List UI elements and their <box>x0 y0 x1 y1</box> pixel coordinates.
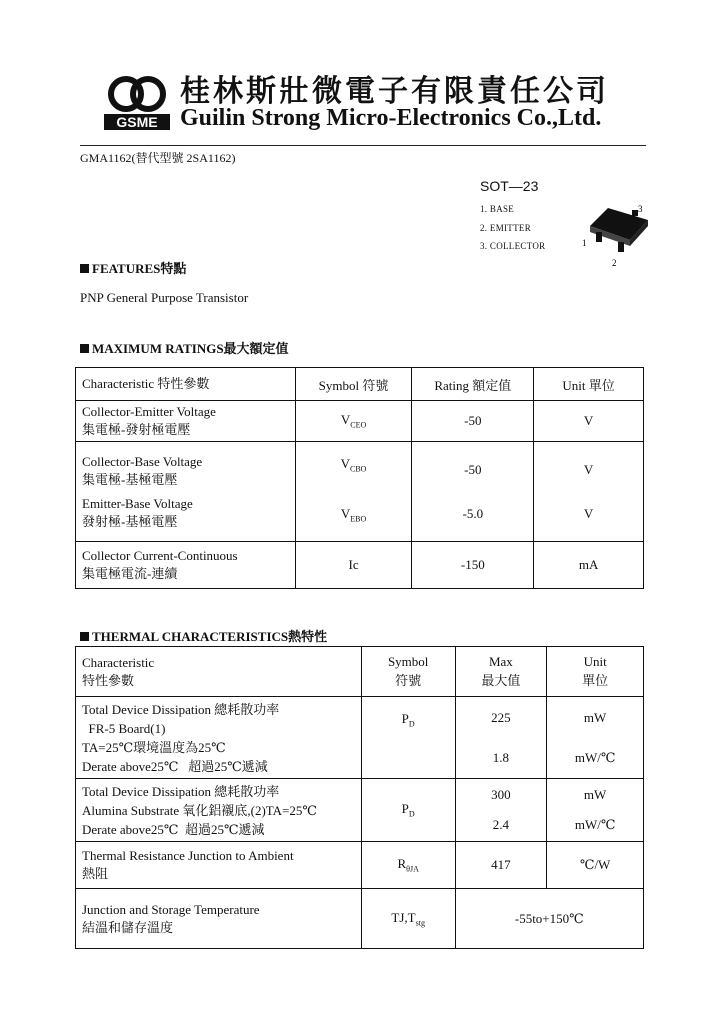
unit-cell: ℃/W <box>547 842 644 889</box>
symbol-cell: $R_{\theta JA}$ <box>361 842 455 889</box>
characteristic-line: 結溫和儲存溫度 <box>82 919 174 935</box>
header-unit-en: Unit <box>583 654 607 669</box>
characteristic-line: Total Device Dissipation 總耗散功率 <box>82 783 280 799</box>
logo-text: GSME <box>116 114 158 130</box>
max-ratings-heading: MAXIMUM RATINGS最大額定值 <box>80 338 289 357</box>
symbol-cell: $TJ,T_{stg}$ <box>361 889 455 949</box>
table-header-row <box>76 647 644 697</box>
features-description: PNP General Purpose Transistor <box>80 290 249 305</box>
bullet-square-icon <box>80 344 89 353</box>
header-unit: Unit 單位 <box>534 368 644 401</box>
characteristic-cn: 集電極-發射極電壓 <box>82 422 191 437</box>
characteristic-line: Junction and Storage Temperature <box>82 901 260 917</box>
features-heading: FEATURES特點 <box>80 258 186 277</box>
company-name-chinese: 桂林斯壯微電子有限責任公司 <box>180 75 609 108</box>
characteristic-en: Collector-Base Voltage <box>82 453 203 469</box>
characteristic-line: FR-5 Board(1) <box>82 720 166 736</box>
symbol-cell: Ic <box>295 542 412 589</box>
table-row <box>76 401 644 442</box>
temperature-range-cell: -55to+150℃ <box>455 889 643 949</box>
characteristic-cn: 集電極-基極電壓 <box>82 471 178 487</box>
characteristic-line: Derate above25℃ 超過25℃遞減 <box>82 758 268 774</box>
symbol-cell: $V_{CEO}$ <box>295 401 412 442</box>
pin-1-label: 1. BASE <box>480 204 515 214</box>
characteristic-en: Collector-Emitter Voltage <box>82 404 216 419</box>
header-characteristic-cn: 特性參數 <box>82 672 135 688</box>
table-row <box>76 697 644 779</box>
table-row <box>76 889 644 949</box>
sot23-package-icon <box>578 200 652 272</box>
rating-cell: -150 <box>412 542 534 589</box>
table-row <box>76 779 644 842</box>
header-characteristic: Characteristic 特性參數 <box>82 376 210 391</box>
characteristic-cn: 集電極電流-連續 <box>82 566 178 582</box>
unit-cell: mW mW/℃ <box>547 779 644 842</box>
header-characteristic-en: Characteristic <box>82 654 155 670</box>
thermal-heading: THERMAL CHARACTERISTICS熱特性 <box>80 626 327 645</box>
bullet-square-icon <box>80 264 89 273</box>
bullet-square-icon <box>80 632 89 641</box>
header-divider <box>80 145 646 146</box>
company-logo <box>104 72 170 132</box>
part-number: GMA1162(替代型號 2SA1162) <box>80 151 236 165</box>
symbol-cell: $P_D$ <box>361 697 455 779</box>
header-rating: Rating 額定值 <box>412 368 534 401</box>
characteristic-line: Derate above25℃ 超過25℃遞減 <box>82 821 265 837</box>
pin-2-label: 2. EMITTER <box>480 223 531 233</box>
max-cell: 417 <box>455 842 547 889</box>
table-row <box>76 542 644 589</box>
max-cell: 300 2.4 <box>455 779 547 842</box>
unit-cell: mW mW/℃ <box>547 697 644 779</box>
symbol-cell: $P_D$ <box>361 779 455 842</box>
characteristic-line: Thermal Resistance Junction to Ambient <box>82 848 294 863</box>
table-header-row <box>76 368 644 401</box>
thermal-table <box>75 646 644 949</box>
characteristic-line: 熱阻 <box>82 866 109 881</box>
unit-cell: V V <box>534 442 644 542</box>
header-unit-cn: 單位 <box>582 673 609 688</box>
characteristic-line: TA=25℃環境溫度為25℃ <box>82 739 226 755</box>
pin-number-3: 3 <box>638 204 643 214</box>
unit-cell: V <box>534 401 644 442</box>
rating-cell: -50 <box>412 401 534 442</box>
unit-cell: mA <box>534 542 644 589</box>
pin-3-label: 3. COLLECTOR <box>480 241 546 251</box>
package-name: SOT—23 <box>480 178 539 194</box>
table-row <box>76 842 644 889</box>
header-symbol: Symbol 符號 <box>295 368 412 401</box>
characteristic-cn: 發射極-基極電壓 <box>82 513 178 529</box>
header-max-cn: 最大值 <box>481 673 521 688</box>
rating-cell: -50 -5.0 <box>412 442 534 542</box>
symbol-cell: $V_{CBO}$ $V_{EBO}$ <box>295 442 412 542</box>
header-symbol-en: Symbol <box>387 654 429 669</box>
characteristic-line: Alumina Substrate 氧化鋁襯底,(2)TA=25℃ <box>82 802 317 818</box>
header-max-en: Max <box>488 654 513 669</box>
characteristic-en: Collector Current-Continuous <box>82 548 238 564</box>
characteristic-line: Total Device Dissipation 總耗散功率 <box>82 701 280 717</box>
header-symbol-cn: 符號 <box>395 673 422 688</box>
characteristic-en: Emitter-Base Voltage <box>82 495 193 511</box>
pin-number-1: 1 <box>582 238 587 248</box>
pin-number-2: 2 <box>612 258 617 268</box>
table-row <box>76 442 644 542</box>
max-ratings-table <box>75 367 644 589</box>
max-cell: 225 1.8 <box>455 697 547 779</box>
company-name-english: Guilin Strong Micro-Electronics Co.,Ltd. <box>180 105 602 131</box>
